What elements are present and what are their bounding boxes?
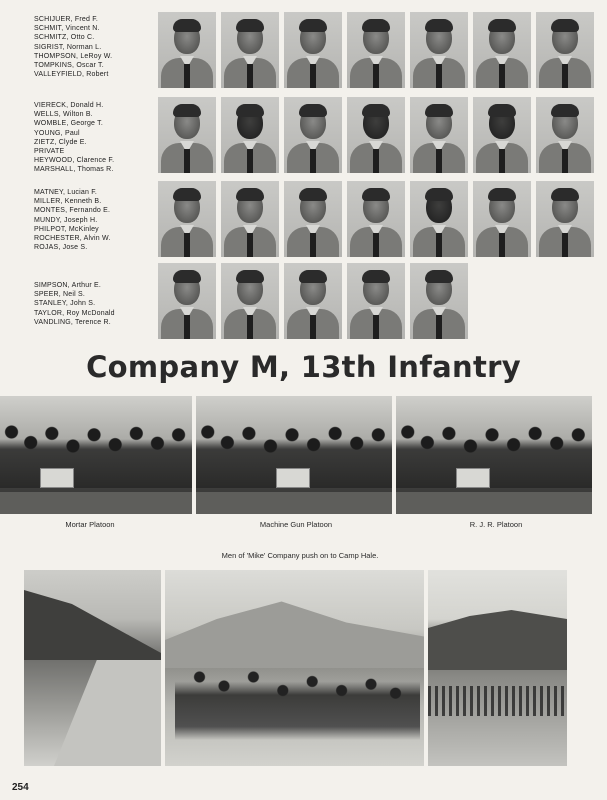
column-in-valley-photo	[428, 570, 567, 766]
name-entry: TAYLOR, Roy McDonald	[34, 309, 115, 317]
machine-gun-platoon-photo	[196, 396, 392, 514]
name-entry: MATNEY, Lucian F.	[34, 189, 98, 196]
portrait-photo	[158, 181, 216, 257]
name-entry: VANDLING, Terence R.	[34, 318, 111, 326]
name-entry: MUNDY, Joseph H.	[34, 216, 98, 224]
name-entry: SIGRIST, Norman L.	[34, 43, 102, 51]
name-entry: SCHMIT, Vincent N.	[34, 25, 100, 33]
mountain-road-photo	[24, 570, 161, 766]
name-entry: VALLEYFIELD, Robert	[34, 71, 109, 79]
name-entry: SCHMITZ, Otto C.	[34, 34, 95, 42]
portrait-photo	[347, 97, 405, 173]
portrait-photo	[221, 12, 279, 88]
name-entry: WELLS, Wilton B.	[34, 111, 93, 119]
name-list-group-1	[34, 15, 158, 79]
portrait-photo	[410, 263, 468, 339]
page-title: Company M, 13th Infantry	[86, 350, 521, 384]
portrait-photo	[347, 263, 405, 339]
name-entry: ROCHESTER, Alvin W.	[34, 234, 111, 242]
name-entry: MARSHALL, Thomas R.	[34, 166, 114, 174]
portrait-photo	[284, 263, 342, 339]
name-entry: MONTES, Fernando E.	[34, 207, 111, 215]
portrait-photo	[410, 181, 468, 257]
portrait-photo	[221, 97, 279, 173]
march-caption: Men of 'Mike' Company push on to Camp Hale.	[221, 551, 379, 560]
platoon-caption: Mortar Platoon	[65, 520, 115, 529]
name-entry: WOMBLE, George T.	[34, 120, 104, 128]
name-entry: HEYWOOD, Clarence F.	[34, 157, 115, 165]
name-list-group-3	[34, 188, 158, 252]
portrait-photo	[284, 181, 342, 257]
portrait-photo	[536, 181, 594, 257]
portrait-photo	[158, 12, 216, 88]
platoon-caption: R. J. R. Platoon	[469, 520, 523, 529]
name-entry: ZIETZ, Clyde E.	[34, 138, 87, 146]
name-entry: STANLEY, John S.	[34, 300, 96, 308]
portrait-photo	[347, 181, 405, 257]
name-entry: PHILPOT, McKinley	[34, 225, 99, 233]
platoon-caption: Machine Gun Platoon	[259, 520, 333, 529]
portrait-photo	[158, 263, 216, 339]
name-list-group-4	[34, 281, 158, 327]
troops-marching-photo	[165, 570, 424, 766]
portrait-photo	[473, 181, 531, 257]
portrait-photo	[284, 97, 342, 173]
name-entry: SCHIJUER, Fred F.	[34, 16, 99, 23]
name-entry: THOMPSON, LeRoy W.	[34, 52, 113, 60]
portrait-photo	[221, 263, 279, 339]
portrait-photo	[473, 12, 531, 88]
name-entry: VIERECK, Donald H.	[34, 102, 104, 109]
rank-heading: PRIVATE	[34, 147, 65, 155]
portrait-photo	[536, 12, 594, 88]
name-entry: SIMPSON, Arthur E.	[34, 282, 102, 289]
name-entry: MILLER, Kenneth B.	[34, 198, 102, 206]
portrait-photo	[347, 12, 405, 88]
portrait-photo	[158, 97, 216, 173]
portrait-photo	[284, 12, 342, 88]
name-entry: TOMPKINS, Oscar T.	[34, 61, 104, 69]
name-entry: SPEER, Neil S.	[34, 291, 86, 299]
portrait-photo	[410, 12, 468, 88]
name-list-group-2	[34, 101, 158, 175]
portrait-photo	[536, 97, 594, 173]
name-entry: YOUNG, Paul	[34, 129, 80, 137]
portrait-photo	[473, 97, 531, 173]
portrait-photo	[410, 97, 468, 173]
portrait-photo	[221, 181, 279, 257]
rjr-platoon-photo	[396, 396, 592, 514]
page-number: 254	[12, 782, 29, 793]
mortar-platoon-photo	[0, 396, 192, 514]
name-entry: ROJAS, Jose S.	[34, 244, 88, 252]
